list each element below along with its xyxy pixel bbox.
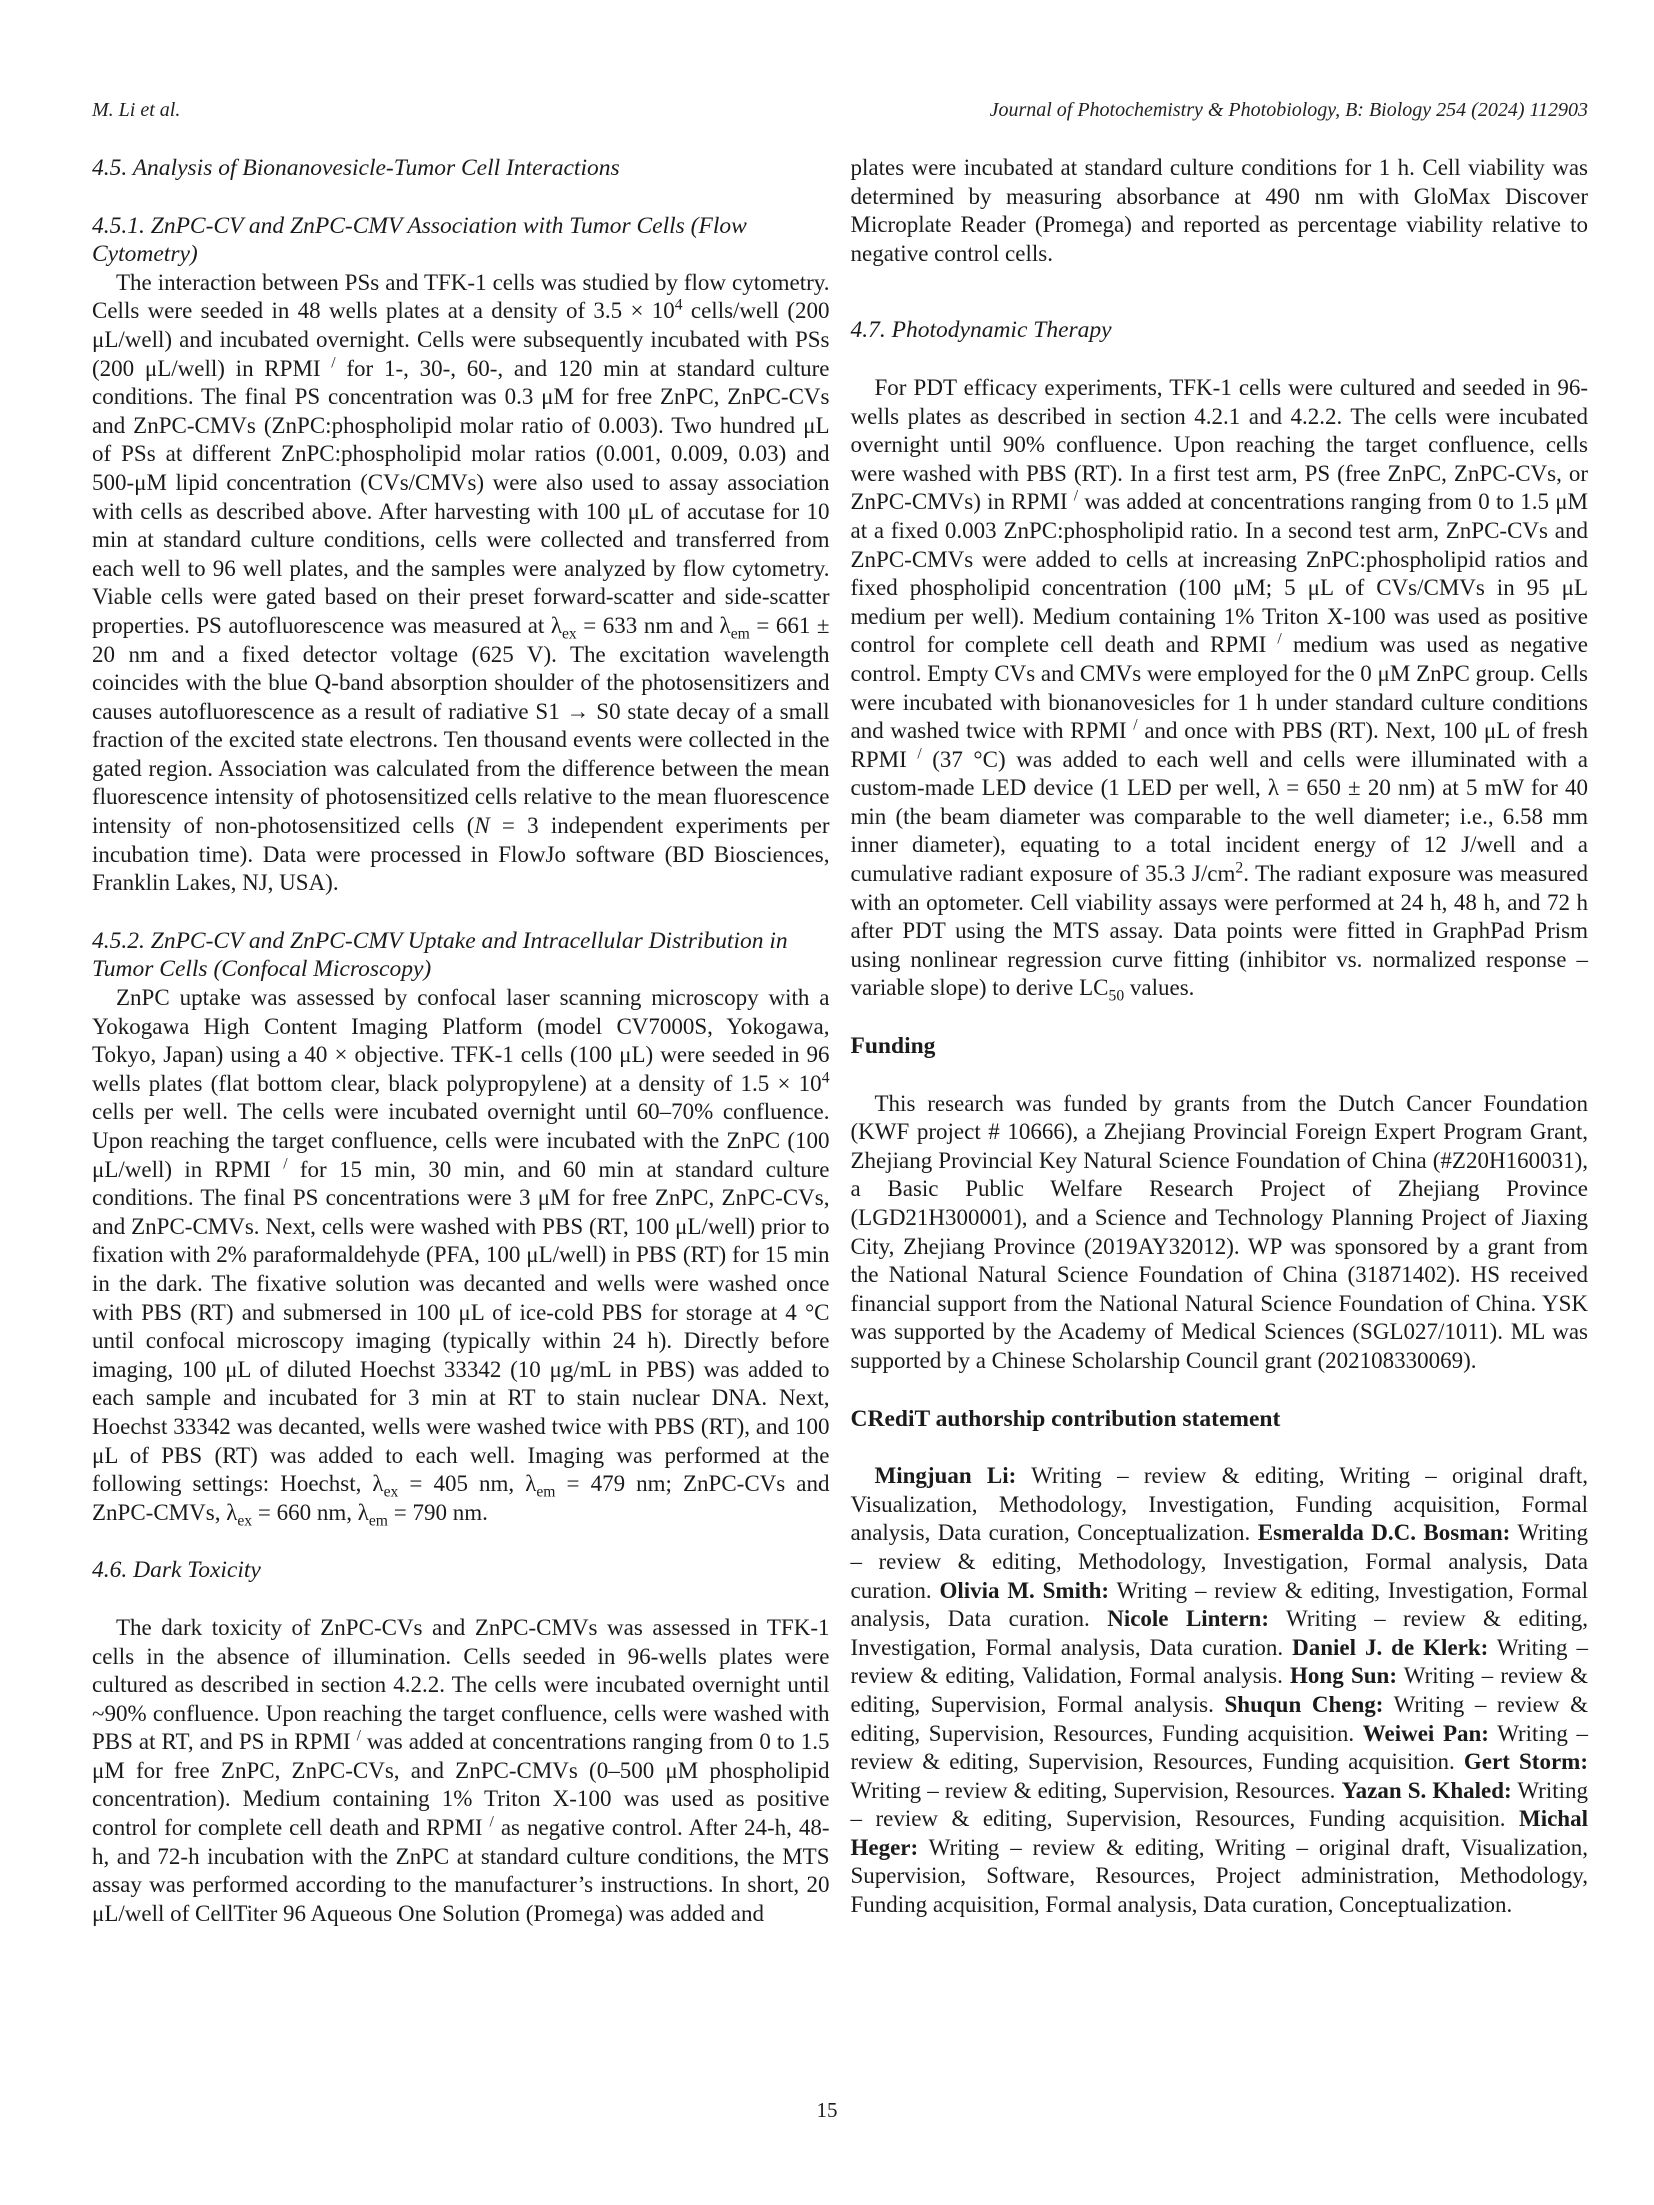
funding-paragraph: This research was funded by grants from the Dutch Cancer Foundation (KWF project # 10666), a Zhejiang Provincial Foreign Expert Program Grant, Zhejiang Provincial Key Natural Science Foundation of China (#Z20H160031), a Basic Public Welfare Research Project of Zhejiang Province (LGD21H300001), and a Science and Technology Planning Project of Jiaxing City, Zhejiang Province (2019AY32012). WP was sponsored by a grant from the National Natural Science Foundation of China (31871402). HS received financial support from the National Natural Science Foundation of China. YSK was supported by the Academy of Medical Sciences (SGL027/1011). ML was supported by a Chinese Scholarship Council grant (202108330069). bbox=[850, 1090, 1588, 1373]
section-451-paragraph: The interaction between PSs and TFK-1 cells was studied by flow cytometry. Cells were seeded in 48 wells plates at a density of $3.5 \times 10^4$ cells/well (200 μL/well) and incubated overnight. Cells were subsequently incubated with PSs (200 μL/well) in RPMI / for 1-, 30-, 60-, and 120 min at standard culture conditions. The final PS concentration was 0.3 μM for free ZnPC, ZnPC-CVs and ZnPC-CMVs (ZnPC:phospholipid molar ratio of 0.003). Two hundred μL of PSs at different ZnPC:phospholipid molar ratios (0.001, 0.009, 0.03) and 500-μM lipid concentration (CVs/CMVs) were also used to assay association with cells as described above. After harvesting with 100 μL of accutase for 10 min at standard culture conditions, cells were collected and transferred from each well to 96 well plates, and the samples were analyzed by flow cytometry. Viable cells were gated based on their preset forward-scatter and side-scatter properties. PS autofluorescence was measured at $\lambda_{ex} = 633$ nm and $\lambda_{em} = 661 \pm 20$ nm and a fixed detector voltage (625 V). The excitation wavelength coincides with the blue Q-band absorption shoulder of the photosensitizers and causes autofluorescence as a result of radiative S1 → S0 state decay of a small fraction of the excited state electrons. Ten thousand events were collected in the gated region. Association was calculated from the difference between the mean fluorescence intensity of photosensitized cells relative to the mean fluorescence intensity of non-photosensitized cells (N = 3 independent experiments per incubation time). Data were processed in FlowJo software (BD Biosciences, Franklin Lakes, NJ, USA). bbox=[92, 269, 830, 896]
two-column-content bbox=[92, 154, 1588, 1928]
section-47-paragraph: For PDT efficacy experiments, TFK-1 cells were cultured and seeded in 96-wells plates as described in section 4.2.1 and 4.2.2. The cells were incubated overnight until 90% confluence. Upon reaching the target confluence, cells were washed with PBS (RT). In a first test arm, PS (free ZnPC, ZnPC-CVs, or ZnPC-CMVs) in RPMI / was added at concentrations ranging from 0 to 1.5 μM at a fixed 0.003 ZnPC:phospholipid ratio. In a second test arm, ZnPC-CVs and ZnPC-CMVs were added to cells at increasing ZnPC:phospholipid ratios and fixed phospholipid concentration (100 μM; 5 μL of CVs/CMVs in 95 μL medium per well). Medium containing 1% Triton X-100 was used as positive control for complete cell death and RPMI / medium was used as negative control. Empty CVs and CMVs were employed for the 0 μM ZnPC group. Cells were incubated with bionanovesicles for 1 h under standard culture conditions and washed twice with RPMI / and once with PBS (RT). Next, 100 μL of fresh RPMI / (37 °C) was added to each well and cells were illuminated with a custom-made LED device (1 LED per well, λ = 650 ± 20 nm) at 5 mW for 40 min (the beam diameter was comparable to the well diameter; i.e., 6.58 mm inner diameter), equating to a total incident energy of 12 J/well and a cumulative radiant exposure of 35.3 $J/cm^2$. The radiant exposure was measured with an optometer. Cell viability assays were performed at 24 h, 48 h, and 72 h after PDT using the MTS assay. Data points were fitted in GraphPad Prism using nonlinear regression curve fitting (inhibitor vs. normalized response – variable slope) to derive $LC_{50}$ values. bbox=[850, 374, 1589, 1006]
credit-paragraph: Mingjuan Li: Writing – review & editing, Writing – original draft, Visualization, Methodology, Investigation, Funding acquisition, Formal analysis, Data curation, Conceptualization. Esmeralda D.C. Bosman: Writing – review & editing, Methodology, Investigation, Formal analysis, Data curation. Olivia M. Smith: Writing – review & editing, Investigation, Formal analysis, Data curation. Nicole Lintern: Writing – review & editing, Investigation, Formal analysis, Data curation. Daniel J. de Klerk: Writing – review & editing, Validation, Formal analysis. Hong Sun: Writing – review & editing, Supervision, Formal analysis. Shuqun Cheng: Writing – review & editing, Supervision, Resources, Funding acquisition. Weiwei Pan: Writing – review & editing, Supervision, Resources, Funding acquisition. Gert Storm: Writing – review & editing, Supervision, Resources. Yazan S. Khaled: Writing – review & editing, Supervision, Resources, Funding acquisition. Michal Heger: Writing – review & editing, Writing – original draft, Visualization, Supervision, Software, Resources, Project administration, Methodology, Funding acquisition, Formal analysis, Data curation, Conceptualization. bbox=[850, 1463, 1589, 1918]
funding-heading: Funding bbox=[850, 1033, 936, 1060]
running-header bbox=[92, 0, 1588, 122]
section-46-heading: 4.6. Dark Toxicity bbox=[92, 1557, 261, 1584]
section-452-heading: 4.5.2. ZnPC-CV and ZnPC-CMV Uptake and Intracellular Distribution in Tumor Cells (Confocal Microscopy) bbox=[92, 927, 788, 983]
credit-heading: CRediT authorship contribution statement bbox=[850, 1405, 1281, 1432]
page-number: 15 bbox=[816, 2098, 838, 2122]
section-46-continuation-paragraph: plates were incubated at standard culture conditions for 1 h. Cell viability was determined by measuring absorbance at 490 nm with GloMax Discover Microplate Reader (Promega) and reported as percentage viability relative to negative control cells. bbox=[850, 155, 1588, 266]
column-left bbox=[92, 154, 830, 1928]
section-46-paragraph: The dark toxicity of ZnPC-CVs and ZnPC-CMVs was assessed in TFK-1 cells in the absence of illumination. Cells seeded in 96-wells plates were cultured as described in section 4.2.2. The cells were incubated overnight until ~90% confluence. Upon reaching the target confluence, cells were washed with PBS at RT, and PS in RPMI / was added at concentrations ranging from 0 to 1.5 μM for free ZnPC, ZnPC-CVs, and ZnPC-CMVs (0–500 μM phospholipid concentration). Medium containing 1% Triton X-100 was used as positive control for complete cell death and RPMI / as negative control. After 24-h, 48-h, and 72-h incubation with the ZnPC at standard culture conditions, the MTS assay was performed according to the manufacturer’s instructions. In short, 20 μL/well of CellTiter 96 Aqueous One Solution (Promega) was added and bbox=[92, 1614, 830, 1926]
section-451-heading: 4.5.1. ZnPC-CV and ZnPC-CMV Association with Tumor Cells (Flow Cytometry) bbox=[92, 212, 747, 268]
section-45-heading: 4.5. Analysis of Bionanovesicle-Tumor Cell Interactions bbox=[92, 155, 620, 181]
section-452-paragraph: ZnPC uptake was assessed by confocal laser scanning microscopy with a Yokogawa High Content Imaging Platform (model CV7000S, Yokogawa, Tokyo, Japan) using a 40 × objective. TFK-1 cells (100 μL) were seeded in 96 wells plates (flat bottom clear, black polypropylene) at a density of $1.5 \times 10^4$ cells per well. The cells were incubated overnight until 60–70% confluence. Upon reaching the target confluence, cells were incubated with the ZnPC (100 μL/well) in RPMI / for 15 min, 30 min, and 60 min at standard culture conditions. The final PS concentrations were 3 μM for free ZnPC, ZnPC-CVs, and ZnPC-CMVs. Next, cells were washed with PBS (RT, 100 μL/well) prior to fixation with 2% paraformaldehyde (PFA, 100 μL/well) in PBS (RT) for 15 min in the dark. The fixative solution was decanted and wells were washed once with PBS (RT) and submersed in 100 μL of ice-cold PBS for storage at 4 °C until confocal microscopy imaging (typically within 24 h). Directly before imaging, 100 μL of diluted Hoechst 33342 (10 μg/mL in PBS) was added to each sample and incubated for 3 min at RT to stain nuclear DNA. Next, Hoechst 33342 was decanted, wells were washed twice with PBS (RT), and 100 μL of PBS (RT) was added to each well. Imaging was performed at the following settings: Hoechst, $\lambda_{ex} = 405$ nm, $\lambda_{em} = 479$ nm; ZnPC-CVs and ZnPC-CMVs, $\lambda_{ex} = 660$ nm, $\lambda_{em} = 790$ nm. bbox=[92, 985, 830, 1530]
section-47-heading: 4.7. Photodynamic Therapy bbox=[850, 317, 1112, 344]
column-right bbox=[851, 154, 1589, 1928]
running-journal-title: Journal of Photochemistry & Photobiology, B: Biology 254 (2024) 112903 bbox=[989, 99, 1588, 121]
running-author: M. Li et al. bbox=[92, 99, 181, 121]
